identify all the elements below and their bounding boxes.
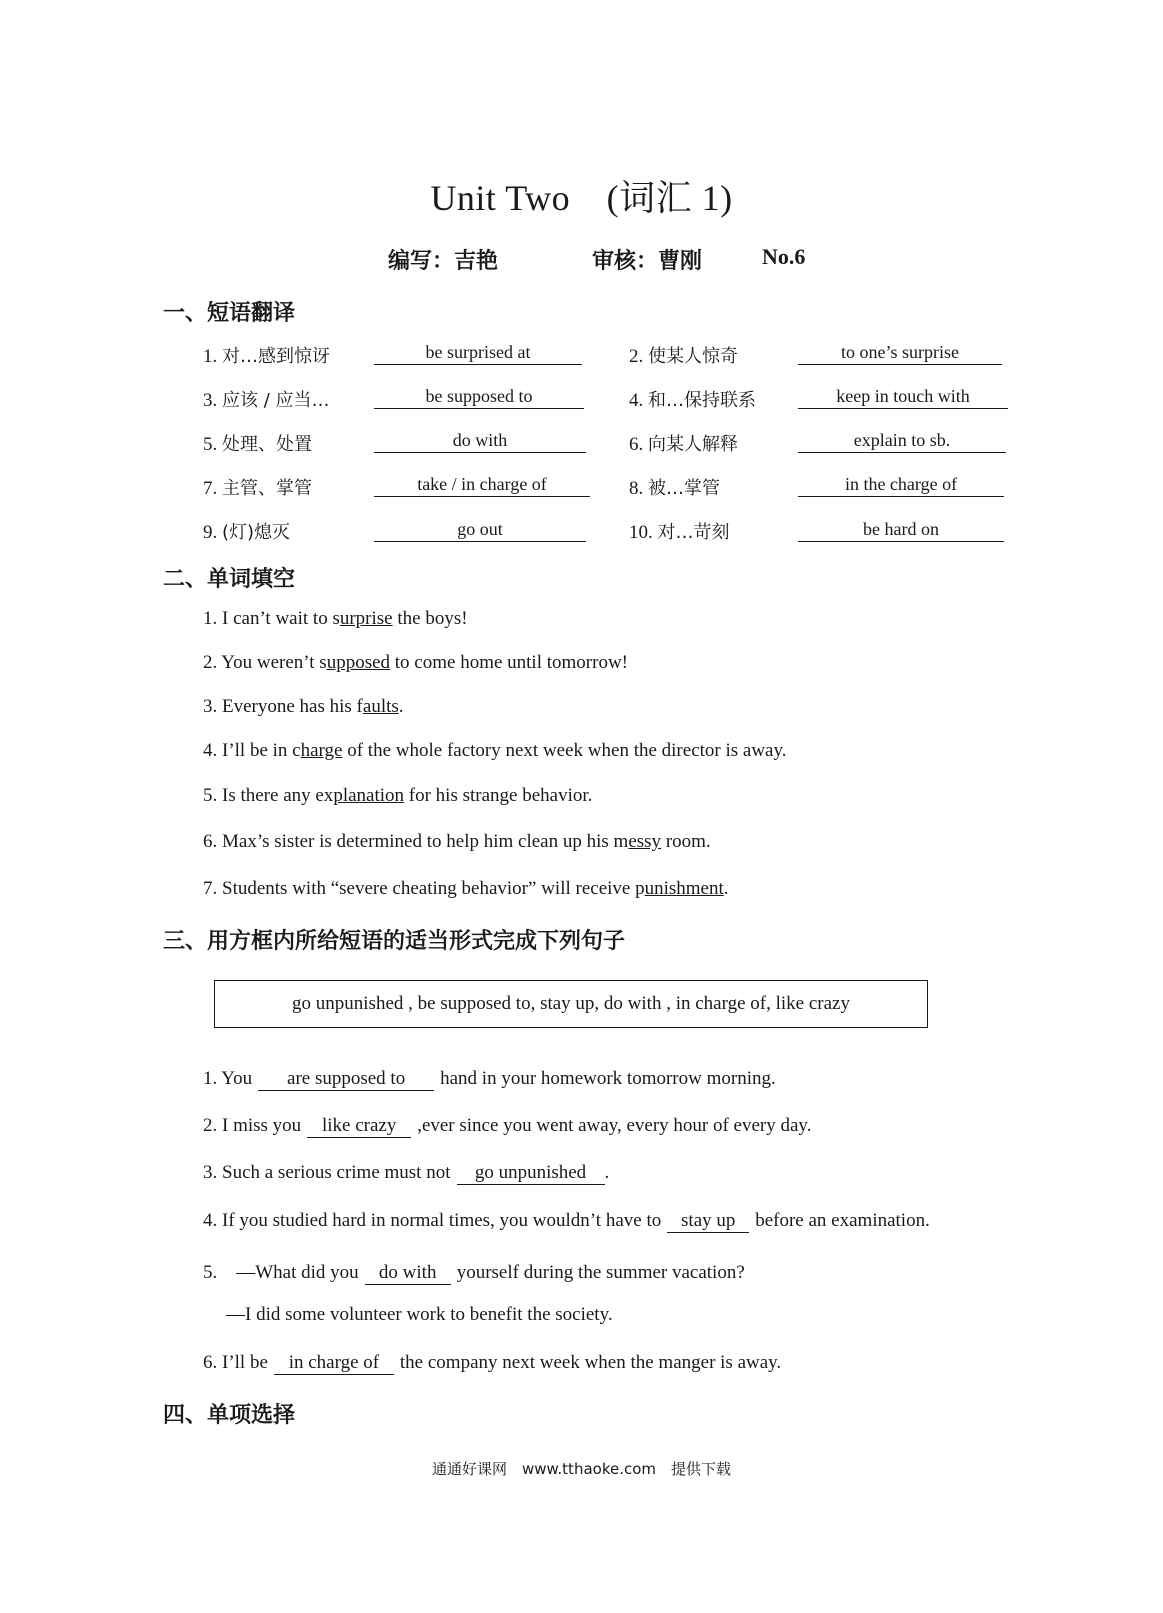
sentence-text: . xyxy=(398,696,404,717)
sentence-text: before an examination. xyxy=(755,1210,930,1231)
phrase-answer: do with xyxy=(374,428,586,453)
phrase-answer: to one’s surprise xyxy=(798,340,1002,365)
list-item xyxy=(203,785,592,807)
phrase-item xyxy=(629,342,738,368)
answer-text: unishment xyxy=(644,878,724,899)
list-item xyxy=(203,608,468,630)
item-number: 1. xyxy=(203,346,218,367)
sentence-text: . xyxy=(604,1162,610,1183)
list-item xyxy=(203,1352,781,1375)
page-footer: 通通好课网 www.tthaoke.com 提供下载 xyxy=(431,1460,732,1478)
answer-text: harge xyxy=(300,740,343,761)
phrase-item xyxy=(629,518,730,544)
item-number: 5. xyxy=(203,434,218,455)
sentence-text: the company next week when the manger is away. xyxy=(399,1352,782,1373)
answer-blank: do with xyxy=(365,1262,451,1285)
sentence-text: 2. You weren’t s xyxy=(203,652,327,673)
phrase-chinese: (灯)熄灭 xyxy=(222,522,291,543)
sentence-text: 5. Is there any ex xyxy=(203,785,334,806)
item-number: 8. xyxy=(629,478,644,499)
sentence-text: 4. If you studied hard in normal times, you wouldn’t have to xyxy=(203,1210,662,1231)
section-heading-complete-sentences: 三、用方框内所给短语的适当形式完成下列句子 xyxy=(163,929,626,954)
phrase-chinese: 处理、处置 xyxy=(222,434,312,455)
item-number: 9. xyxy=(203,522,218,543)
sentence-text: —I did some volunteer work to benefit the society. xyxy=(226,1304,613,1325)
item-number: 7. xyxy=(203,478,218,499)
item-number: 6. xyxy=(629,434,644,455)
list-item xyxy=(203,878,729,900)
answer-blank: stay up xyxy=(667,1210,749,1233)
sentence-text: the boys! xyxy=(392,608,468,629)
item-number: 2. xyxy=(629,346,644,367)
phrase-answer: go out xyxy=(374,517,586,542)
list-item xyxy=(203,1162,609,1185)
answer-text: urprise xyxy=(339,608,393,629)
phrase-box: go unpunished , be supposed to, stay up, do with , in charge of, like crazy xyxy=(214,980,928,1028)
list-item xyxy=(203,1068,776,1091)
sentence-text: yourself during the summer vacation? xyxy=(456,1262,745,1283)
list-item xyxy=(203,696,404,718)
answer-text: aults xyxy=(362,696,399,717)
list-item xyxy=(226,1304,613,1326)
phrase-chinese: 向某人解释 xyxy=(648,434,738,455)
sentence-text: 1. You xyxy=(203,1068,253,1089)
phrase-answer: be supposed to xyxy=(374,384,584,409)
section-heading-multiple-choice: 四、单项选择 xyxy=(163,1403,296,1428)
item-number: 4. xyxy=(629,390,644,411)
phrase-item xyxy=(203,386,330,412)
sentence-text: 5. —What did you xyxy=(203,1262,359,1283)
answer-blank: in charge of xyxy=(274,1352,394,1375)
phrase-answer: be hard on xyxy=(798,517,1004,542)
author-label: 编写：吉艳 xyxy=(388,249,499,274)
sentence-text: 1. I can’t wait to s xyxy=(203,608,340,629)
answer-text: upposed xyxy=(326,652,391,673)
list-item xyxy=(203,831,711,853)
list-item xyxy=(203,1257,745,1285)
phrase-item xyxy=(203,474,312,500)
sentence-text: 2. I miss you xyxy=(203,1115,302,1136)
phrase-item xyxy=(629,474,720,500)
phrase-item xyxy=(203,430,312,456)
sentence-text: for his strange behavior. xyxy=(404,785,593,806)
phrase-item xyxy=(629,386,756,412)
item-number: 3. xyxy=(203,390,218,411)
sentence-text: 3. Everyone has his f xyxy=(203,696,363,717)
sentence-text: . xyxy=(723,878,729,899)
sentence-text: room. xyxy=(661,831,711,852)
phrase-item xyxy=(629,430,738,456)
phrase-chinese: 使某人惊奇 xyxy=(648,346,738,367)
list-item xyxy=(203,652,628,674)
sentence-text: of the whole factory next week when the director is away. xyxy=(342,740,787,761)
answer-text: essy xyxy=(628,831,662,852)
sentence-text: ,ever since you went away, every hour of every day. xyxy=(417,1115,812,1136)
section-heading-word-fill: 二、单词填空 xyxy=(163,567,296,592)
list-item xyxy=(203,1210,930,1233)
sentence-text: 4. I’ll be in c xyxy=(203,740,301,761)
answer-blank: like crazy xyxy=(307,1115,411,1138)
phrase-answer: be surprised at xyxy=(374,340,582,365)
phrase-answer: in the charge of xyxy=(798,472,1004,497)
sentence-text: 6. Max’s sister is determined to help him clean up his m xyxy=(203,831,629,852)
sentence-text: hand in your homework tomorrow morning. xyxy=(440,1068,776,1089)
list-item xyxy=(203,740,787,762)
phrase-chinese: 和…保持联系 xyxy=(648,390,756,411)
phrase-chinese: 主管、掌管 xyxy=(222,478,312,499)
section-heading-phrase-translation: 一、短语翻译 xyxy=(163,301,296,326)
sentence-text: to come home until tomorrow! xyxy=(390,652,628,673)
doc-number: No.6 xyxy=(762,244,806,269)
phrase-chinese: 被…掌管 xyxy=(648,478,720,499)
list-item xyxy=(203,1115,811,1138)
item-number: 10. xyxy=(629,522,653,543)
answer-text: planation xyxy=(333,785,405,806)
sentence-text: 7. Students with “severe cheating behavior” will receive p xyxy=(203,878,645,899)
sentence-text: 6. I’ll be xyxy=(203,1352,268,1373)
phrase-item xyxy=(203,518,290,544)
phrase-item xyxy=(203,342,330,368)
phrase-chinese: 应该 / 应当… xyxy=(222,390,330,411)
sentence-text: 3. Such a serious crime must not xyxy=(203,1162,451,1183)
phrase-chinese: 对…感到惊讶 xyxy=(222,346,330,367)
phrase-answer: take / in charge of xyxy=(374,472,590,497)
reviewer-label: 审核：曹刚 xyxy=(592,249,703,274)
answer-blank: go unpunished xyxy=(457,1162,605,1185)
phrase-answer: keep in touch with xyxy=(798,384,1008,409)
page-title: Unit Two (词汇 1) xyxy=(430,178,733,218)
phrase-chinese: 对…苛刻 xyxy=(657,522,730,543)
phrase-answer: explain to sb. xyxy=(798,428,1006,453)
answer-blank: are supposed to xyxy=(258,1068,434,1091)
